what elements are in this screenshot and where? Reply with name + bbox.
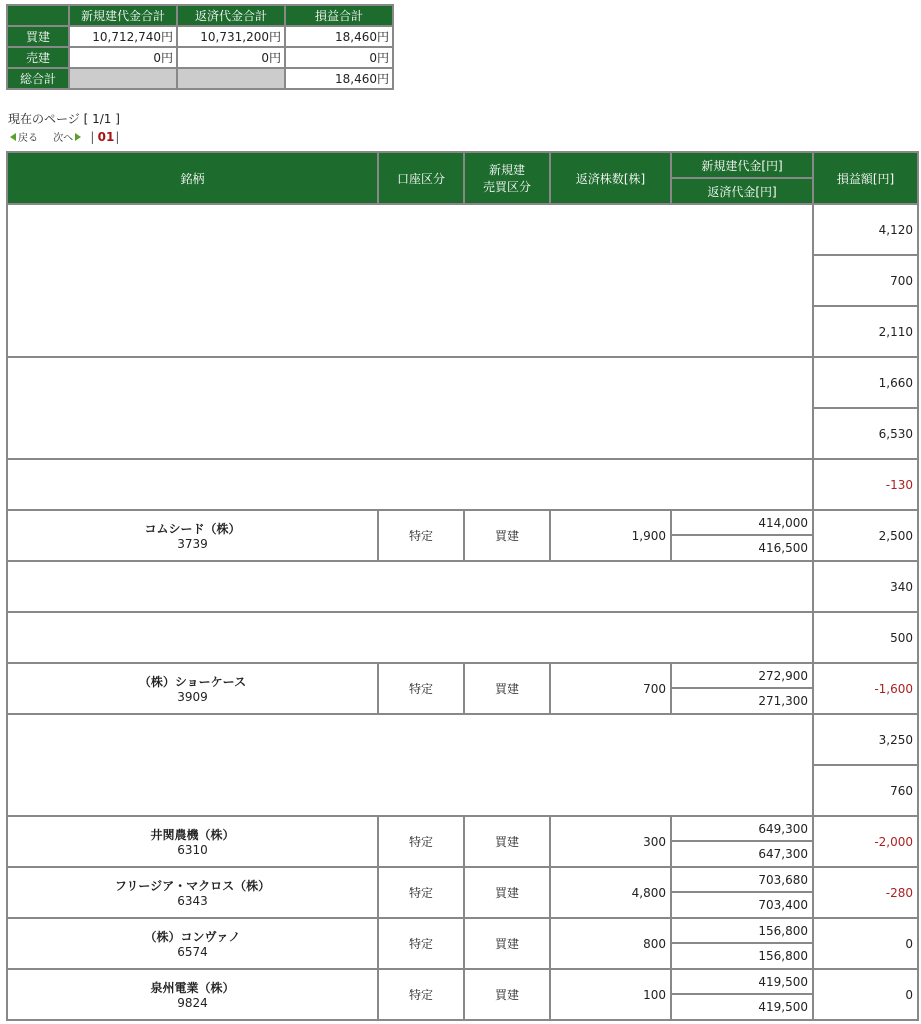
repay-amount-cell: 703,400 [671, 892, 813, 918]
pl-cell: 700 [813, 255, 918, 306]
stock-name: （株）コンヴァノ [144, 930, 241, 944]
hidden-cell [7, 561, 813, 612]
hidden-cell [7, 204, 813, 357]
stock-name: 井関農機（株） [150, 828, 235, 842]
summary-empty-cell [177, 68, 285, 89]
hidden-cell [7, 459, 813, 510]
pl-cell: -130 [813, 459, 918, 510]
header-trade-type-line2: 売買区分 [482, 180, 531, 194]
stock-name: （株）ショーケース [138, 675, 247, 689]
stock-cell [7, 918, 378, 969]
stock-code: 6343 [177, 894, 208, 908]
account-cell: 特定 [378, 816, 464, 867]
account-cell: 特定 [378, 867, 464, 918]
stock-name: フリージア・マクロス（株） [114, 879, 271, 893]
trade-type-cell: 買建 [464, 816, 550, 867]
header-shares: 返済株数[株] [550, 152, 671, 204]
trade-type-cell: 買建 [464, 663, 550, 714]
header-account: 口座区分 [378, 152, 464, 204]
header-repay-amount: 返済代金[円] [671, 178, 813, 204]
header-new-amount: 新規建代金[円] [671, 152, 813, 178]
summary-header-repay: 返済代金合計 [177, 5, 285, 26]
stock-cell [7, 969, 378, 1020]
table-row [7, 969, 918, 994]
table-row [7, 357, 918, 408]
stock-cell [7, 816, 378, 867]
pl-cell: 0 [813, 918, 918, 969]
shares-cell: 300 [550, 816, 671, 867]
pl-cell: -1,600 [813, 663, 918, 714]
pl-cell: 2,500 [813, 510, 918, 561]
repay-amount-cell: 156,800 [671, 943, 813, 969]
stock-code: 3739 [177, 537, 208, 551]
header-stock: 銘柄 [7, 152, 378, 204]
header-trade-type [464, 152, 550, 204]
summary-row-sell [7, 47, 393, 68]
shares-cell: 4,800 [550, 867, 671, 918]
stock-cell [7, 663, 378, 714]
pl-cell: -280 [813, 867, 918, 918]
pl-cell: 340 [813, 561, 918, 612]
pl-cell: -2,000 [813, 816, 918, 867]
repay-amount-cell: 419,500 [671, 994, 813, 1020]
summary-row-label: 総合計 [7, 68, 69, 89]
summary-row-label: 買建 [7, 26, 69, 47]
table-row [7, 204, 918, 255]
pl-cell: 4,120 [813, 204, 918, 255]
repay-amount-cell: 271,300 [671, 688, 813, 714]
trade-type-cell: 買建 [464, 918, 550, 969]
summary-repay-total: 0円 [177, 47, 285, 68]
summary-pl: 0円 [285, 47, 393, 68]
shares-cell: 1,900 [550, 510, 671, 561]
table-row [7, 612, 918, 663]
stock-cell [7, 510, 378, 561]
summary-table [6, 4, 394, 90]
stock-code: 6310 [177, 843, 208, 857]
summary-header-row [7, 5, 393, 26]
new-amount-cell: 703,680 [671, 867, 813, 892]
trade-type-cell: 買建 [464, 510, 550, 561]
shares-cell: 100 [550, 969, 671, 1020]
summary-new-total: 0円 [69, 47, 177, 68]
pl-cell: 500 [813, 612, 918, 663]
summary-new-total: 10,712,740円 [69, 26, 177, 47]
summary-grand-pl: 18,460円 [285, 68, 393, 89]
hidden-cell [7, 714, 813, 816]
stock-cell [7, 867, 378, 918]
positions-table [6, 151, 919, 1021]
pager [10, 129, 119, 144]
account-cell: 特定 [378, 510, 464, 561]
table-row [7, 459, 918, 510]
summary-row-grand [7, 68, 393, 89]
summary-pl: 18,460円 [285, 26, 393, 47]
summary-corner [7, 5, 69, 26]
repay-amount-cell: 647,300 [671, 841, 813, 867]
pl-cell: 1,660 [813, 357, 918, 408]
header-pl: 損益額[円] [813, 152, 918, 204]
new-amount-cell: 649,300 [671, 816, 813, 841]
pl-cell: 0 [813, 969, 918, 1020]
next-label: 次へ [53, 133, 74, 144]
hidden-cell [7, 612, 813, 663]
stock-code: 9824 [177, 996, 208, 1010]
account-cell: 特定 [378, 969, 464, 1020]
current-page-indicator: 現在のページ [ 1/1 ] [8, 112, 120, 126]
repay-amount-cell: 416,500 [671, 535, 813, 561]
table-row [7, 663, 918, 688]
page-separator: | [90, 130, 95, 144]
page-link-01[interactable]: 01 [97, 130, 115, 144]
table-row [7, 714, 918, 765]
table-header-row [7, 152, 918, 178]
trade-type-cell: 買建 [464, 867, 550, 918]
next-link[interactable] [53, 133, 81, 144]
table-row [7, 918, 918, 943]
back-label: 戻る [18, 133, 38, 144]
new-amount-cell: 419,500 [671, 969, 813, 994]
account-cell: 特定 [378, 663, 464, 714]
pl-cell: 760 [813, 765, 918, 816]
stock-name: 泉州電業（株） [150, 981, 235, 995]
arrow-right-icon [75, 133, 81, 141]
new-amount-cell: 272,900 [671, 663, 813, 688]
account-cell: 特定 [378, 918, 464, 969]
table-row [7, 510, 918, 535]
stock-code: 6574 [177, 945, 208, 959]
new-amount-cell: 156,800 [671, 918, 813, 943]
arrow-left-icon [10, 133, 16, 141]
summary-repay-total: 10,731,200円 [177, 26, 285, 47]
summary-header-new: 新規建代金合計 [69, 5, 177, 26]
summary-row-buy [7, 26, 393, 47]
shares-cell: 700 [550, 663, 671, 714]
pl-cell: 2,110 [813, 306, 918, 357]
table-row [7, 816, 918, 841]
trade-type-cell: 買建 [464, 969, 550, 1020]
table-row [7, 867, 918, 892]
summary-header-pl: 損益合計 [285, 5, 393, 26]
page-separator: | [115, 130, 120, 144]
hidden-cell [7, 357, 813, 459]
stock-code: 3909 [177, 690, 208, 704]
new-amount-cell: 414,000 [671, 510, 813, 535]
pl-cell: 3,250 [813, 714, 918, 765]
header-trade-type-line1: 新規建 [488, 163, 525, 177]
table-row [7, 561, 918, 612]
back-link[interactable] [10, 133, 38, 144]
shares-cell: 800 [550, 918, 671, 969]
summary-row-label: 売建 [7, 47, 69, 68]
stock-name: コムシード（株） [144, 522, 241, 536]
pl-cell: 6,530 [813, 408, 918, 459]
summary-empty-cell [69, 68, 177, 89]
